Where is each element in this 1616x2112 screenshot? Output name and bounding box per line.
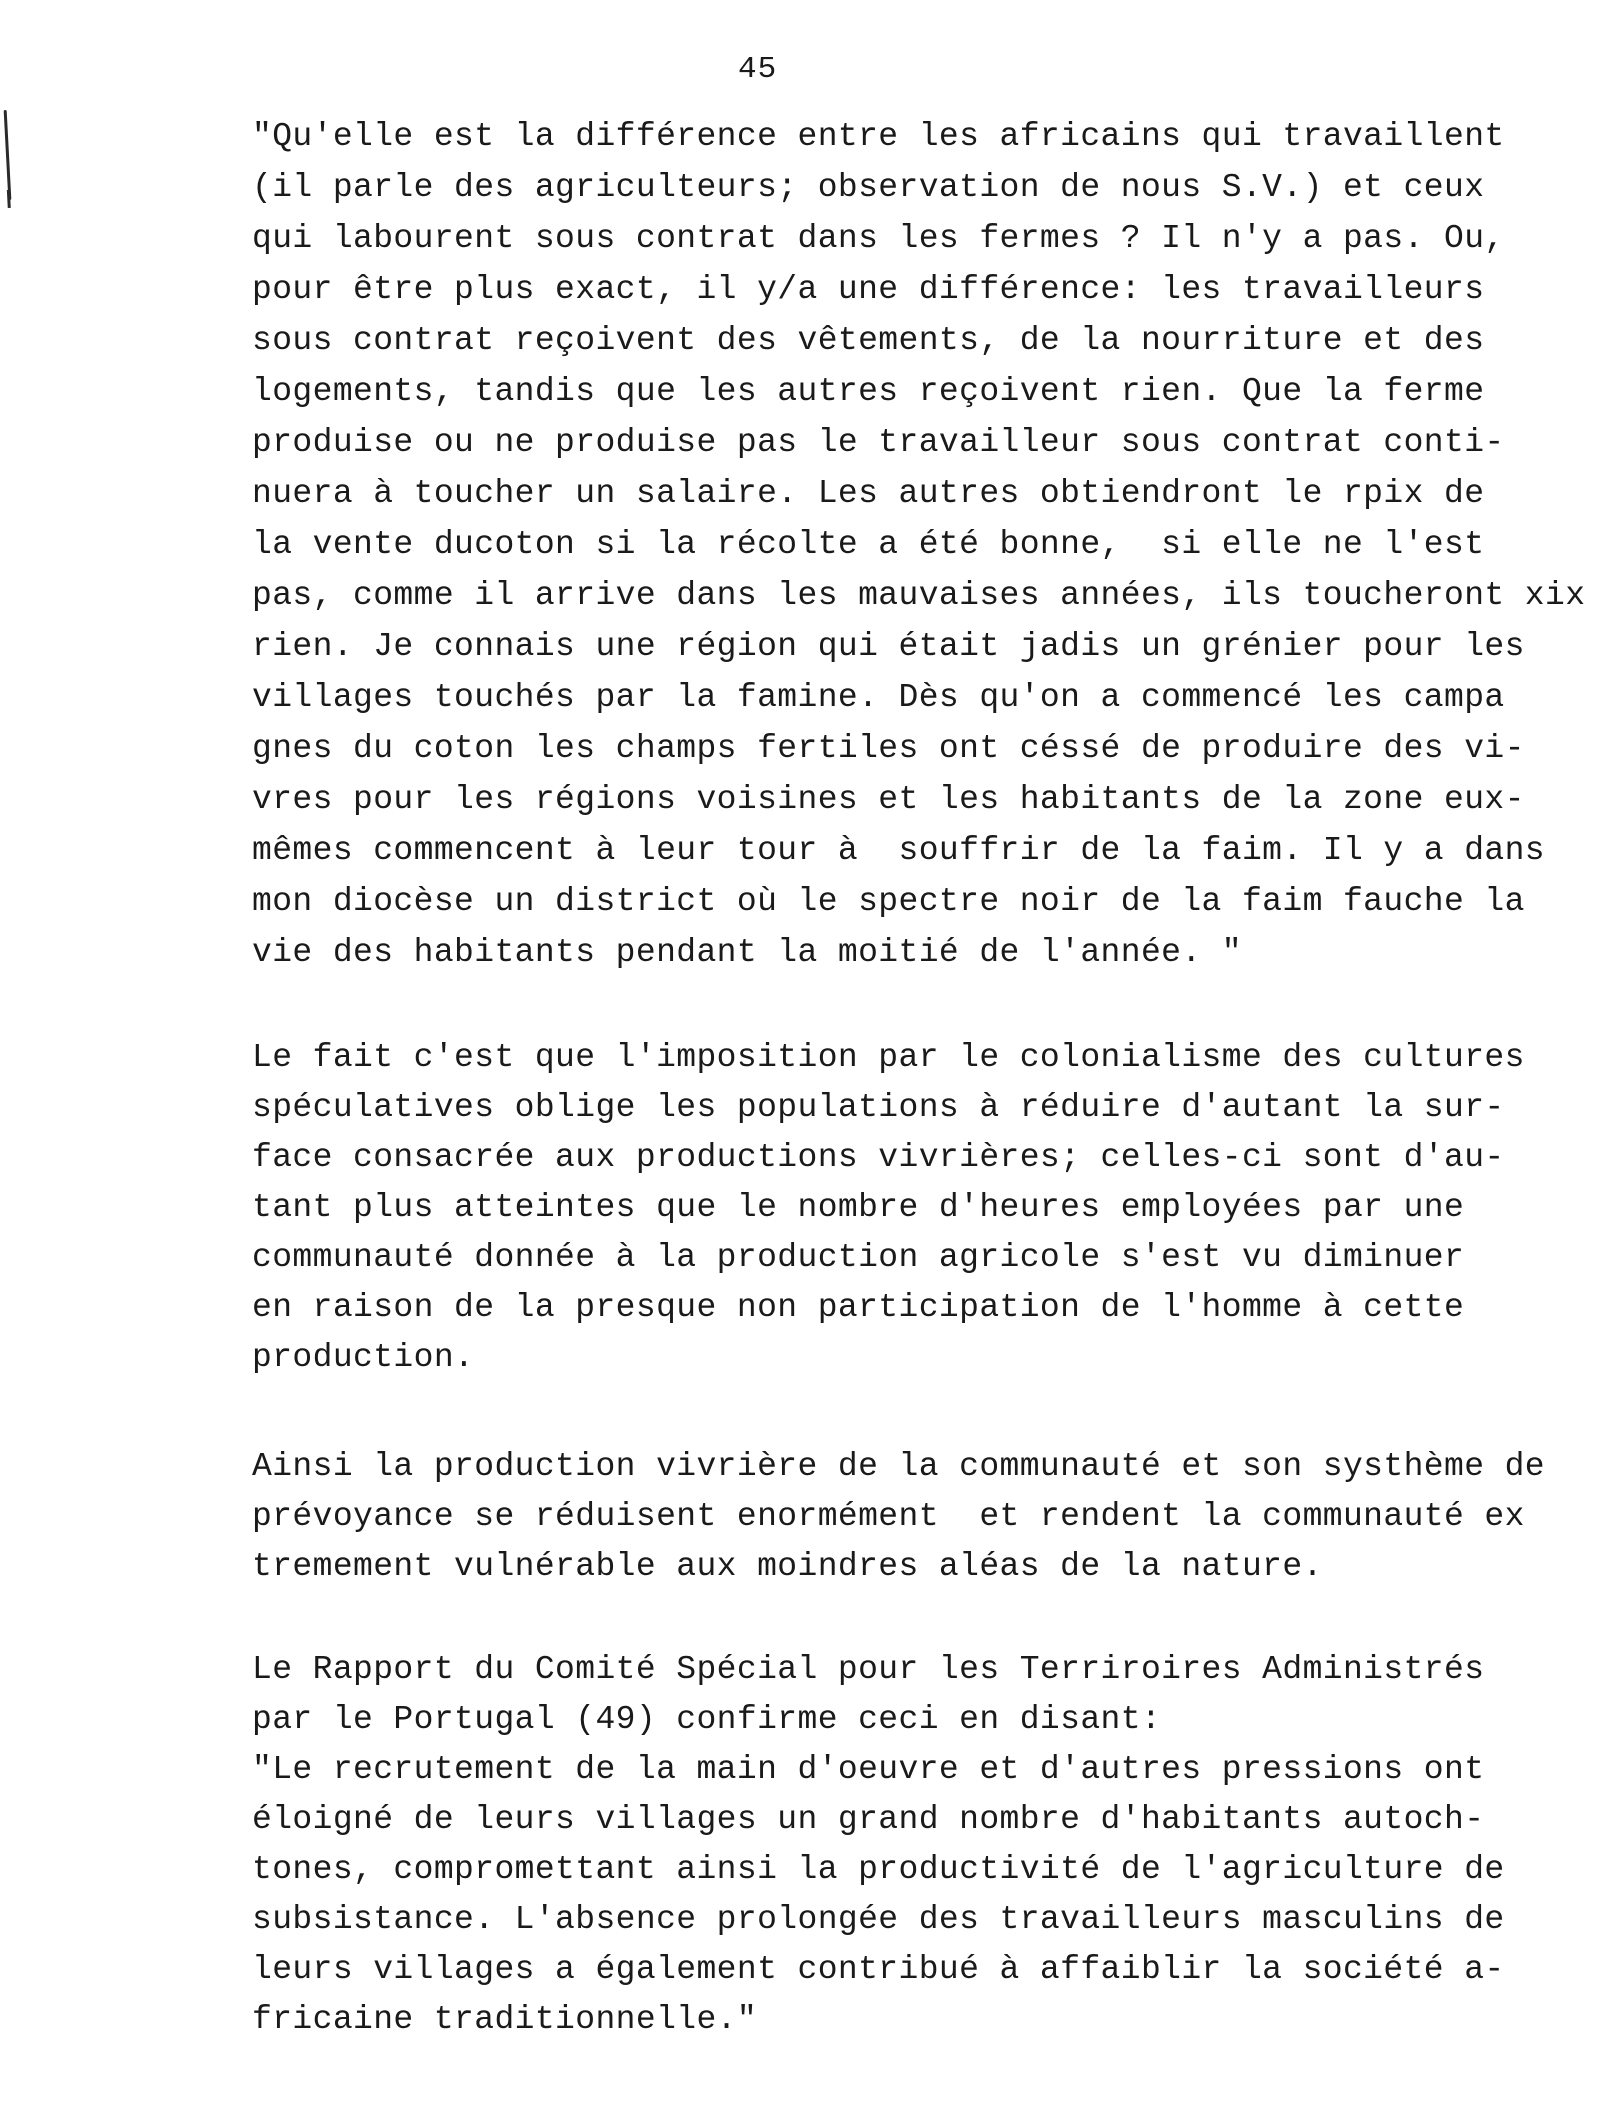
text-line: en raison de la presque non participation de l'homme à cette (252, 1289, 1465, 1326)
text-line: tremement vulnérable aux moindres aléas de la nature. (252, 1548, 1323, 1585)
text-line: la vente ducoton si la récolte a été bonne, si elle ne l'est (252, 526, 1485, 563)
text-line: mêmes commencent à leur tour à souffrir de la faim. Il y a dans (252, 832, 1546, 869)
page-number: 45 (738, 52, 778, 87)
text-line: "Le recrutement de la main d'oeuvre et d'autres pressions ont (252, 1751, 1485, 1788)
text-line: Le fait c'est que l'imposition par le colonialisme des cultures (252, 1039, 1525, 1076)
text-line: logements, tandis que les autres reçoivent rien. Que la ferme (252, 373, 1485, 410)
text-line: face consacrée aux productions vivrières; celles-ci sont d'au- (252, 1139, 1505, 1176)
text-line: production. (252, 1339, 475, 1376)
text-line: sous contrat reçoivent des vêtements, de la nourriture et des (252, 322, 1485, 359)
text-line: pas, comme il arrive dans les mauvaises années, ils toucheront xix (252, 577, 1586, 614)
text-line: par le Portugal (49) confirme ceci en disant: (252, 1701, 1162, 1738)
text-line: vie des habitants pendant la moitié de l'année. " (252, 934, 1242, 971)
text-line: tones, compromettant ainsi la productivité de l'agriculture de (252, 1851, 1505, 1888)
text-line: fricaine traditionnelle." (252, 2001, 758, 2038)
text-line: pour être plus exact, il y/a une différence: les travailleurs (252, 271, 1485, 308)
text-line: prévoyance se réduisent enormément et rendent la communauté ex (252, 1498, 1525, 1535)
text-line: produise ou ne produise pas le travailleur sous contrat conti- (252, 424, 1505, 461)
text-line: spéculatives oblige les populations à réduire d'autant la sur- (252, 1089, 1505, 1126)
text-line: villages touchés par la famine. Dès qu'on a commencé les campa (252, 679, 1505, 716)
text-line: leurs villages a également contribué à affaiblir la société a- (252, 1951, 1505, 1988)
margin-mark (4, 110, 12, 200)
text-line: "Qu'elle est la différence entre les africains qui travaillent (252, 118, 1505, 155)
text-line: gnes du coton les champs fertiles ont céssé de produire des vi- (252, 730, 1525, 767)
text-line: nuera à toucher un salaire. Les autres obtiendront le rpix de (252, 475, 1485, 512)
text-line: subsistance. L'absence prolongée des travailleurs masculins de (252, 1901, 1505, 1938)
text-line: Ainsi la production vivrière de la communauté et son systhème de (252, 1448, 1546, 1485)
text-line: communauté donnée à la production agricole s'est vu diminuer (252, 1239, 1465, 1276)
text-line: vres pour les régions voisines et les habitants de la zone eux- (252, 781, 1525, 818)
text-line: Le Rapport du Comité Spécial pour les Terriroires Administrés (252, 1651, 1485, 1688)
text-line: éloigné de leurs villages un grand nombre d'habitants autoch- (252, 1801, 1485, 1838)
text-line: mon diocèse un district où le spectre noir de la faim fauche la (252, 883, 1525, 920)
text-line: tant plus atteintes que le nombre d'heures employées par une (252, 1189, 1465, 1226)
text-line: (il parle des agriculteurs; observation de nous S.V.) et ceux (252, 169, 1485, 206)
text-line: rien. Je connais une région qui était jadis un grénier pour les (252, 628, 1525, 665)
text-line: qui labourent sous contrat dans les fermes ? Il n'y a pas. Ou, (252, 220, 1505, 257)
